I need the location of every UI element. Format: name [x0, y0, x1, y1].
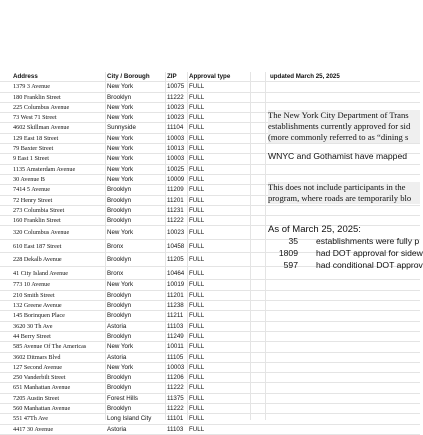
cell-zip[interactable]: 10003 — [167, 363, 185, 371]
cell-borough[interactable]: Brooklyn — [107, 291, 132, 299]
cell-zip[interactable]: 10458 — [167, 242, 185, 250]
cell-zip[interactable]: 11101 — [167, 415, 184, 423]
cell-approval-type[interactable]: FULL — [189, 256, 205, 264]
table-row — [0, 394, 420, 404]
cell-approval-type[interactable]: FULL — [189, 425, 205, 433]
table-row — [0, 165, 420, 175]
cell-approval-type[interactable]: FULL — [189, 374, 205, 382]
cell-approval-type[interactable]: FULL — [189, 405, 205, 413]
cell-address[interactable]: 79 Baxter Street — [13, 145, 54, 153]
table-row — [0, 404, 420, 414]
summary-label: had DOT approval for sidew — [316, 248, 423, 258]
cell-address[interactable]: 273 Columbia Street — [13, 206, 65, 214]
table-row — [0, 93, 420, 103]
cell-zip[interactable]: 11206 — [167, 374, 184, 382]
cell-zip[interactable]: 10023 — [167, 229, 185, 237]
cell-address[interactable]: 180 Franklin Street — [13, 93, 61, 101]
table-row — [0, 414, 420, 424]
cell-borough[interactable]: Brooklyn — [107, 186, 132, 194]
cell-borough[interactable]: Brooklyn — [107, 405, 132, 413]
cell-borough[interactable]: Brooklyn — [107, 332, 132, 340]
table-row — [0, 311, 420, 321]
cell-address[interactable]: 72 Henry Street — [13, 196, 53, 204]
exclusion-line[interactable]: This does not include participants in the — [268, 182, 406, 192]
table-row — [0, 363, 420, 373]
cell-zip[interactable]: 11375 — [167, 394, 184, 402]
cell-zip[interactable]: 11209 — [167, 186, 184, 194]
table-row — [0, 342, 420, 352]
cell-address[interactable]: 127 Second Avenue — [13, 363, 63, 371]
table-row — [0, 206, 420, 216]
cell-address[interactable]: 73 West 71 Street — [13, 114, 57, 122]
header-approval-type[interactable]: Approval type — [189, 73, 231, 80]
cell-zip[interactable]: 11201 — [167, 291, 184, 299]
cell-zip[interactable]: 11222 — [167, 384, 184, 392]
cell-address[interactable]: 4417 30 Avenue — [13, 425, 54, 433]
cell-zip[interactable]: 10003 — [167, 155, 185, 163]
cell-approval-type[interactable]: FULL — [189, 291, 205, 299]
cell-zip[interactable]: 11104 — [167, 124, 184, 132]
cell-address[interactable]: 3620 30 Th Ave — [13, 322, 53, 330]
cell-borough[interactable]: Brooklyn — [107, 312, 132, 320]
header-zip[interactable]: ZIP — [167, 73, 177, 80]
summary-label: establishments were fully p — [316, 236, 420, 246]
cell-approval-type[interactable]: FULL — [189, 229, 205, 237]
cell-borough[interactable]: New York — [107, 145, 134, 153]
cell-borough[interactable]: New York — [107, 114, 134, 122]
cell-approval-type[interactable]: FULL — [189, 83, 205, 91]
summary-row[interactable] — [268, 260, 423, 271]
cell-borough[interactable]: Forest Hills — [107, 394, 138, 402]
summary-count: 1809 — [278, 248, 298, 258]
cell-approval-type[interactable]: FULL — [189, 269, 205, 277]
summary-title[interactable]: As of March 25, 2025: — [268, 224, 361, 235]
cell-zip[interactable]: 11249 — [167, 332, 184, 340]
table-row — [0, 301, 420, 311]
cell-zip[interactable]: 10019 — [167, 281, 185, 289]
table-header-row — [0, 72, 420, 82]
cell-borough[interactable]: New York — [107, 281, 134, 289]
table-row — [0, 82, 420, 92]
cell-address[interactable]: 610 East 187 Street — [13, 242, 62, 250]
cell-approval-type[interactable]: FULL — [189, 343, 205, 351]
cell-zip[interactable]: 11238 — [167, 302, 184, 310]
cell-borough[interactable]: Brooklyn — [107, 196, 132, 204]
cell-zip[interactable]: 11231 — [167, 206, 184, 214]
summary-row[interactable] — [268, 248, 423, 259]
header-address[interactable]: Address — [13, 73, 38, 80]
cell-zip[interactable]: 11201 — [167, 196, 184, 204]
cell-approval-type[interactable]: FULL — [189, 93, 205, 101]
header-borough[interactable]: City / Borough — [107, 73, 150, 80]
cell-borough[interactable]: Brooklyn — [107, 217, 132, 225]
cell-address[interactable]: 145 Borinquen Place — [13, 312, 65, 320]
cell-address[interactable]: 225 Columbus Avenue — [13, 103, 70, 111]
cell-borough[interactable]: Astoria — [107, 322, 127, 330]
description-line[interactable]: establishments currently approved for sid — [268, 121, 411, 131]
cell-address[interactable]: 773 10 Avenue — [13, 281, 51, 289]
cell-address[interactable]: 44 Berry Street — [13, 332, 51, 340]
cell-address[interactable]: 651 Manhattan Avenue — [13, 384, 71, 392]
cell-address[interactable]: 320 Columbus Avenue — [13, 229, 70, 237]
cell-approval-type[interactable]: FULL — [189, 394, 205, 402]
cell-approval-type[interactable]: FULL — [189, 415, 205, 423]
cell-borough[interactable]: New York — [107, 343, 134, 351]
cell-borough[interactable]: Astoria — [107, 353, 127, 361]
cell-zip[interactable]: 11103 — [167, 322, 184, 330]
cell-address[interactable]: 250 Vanderbilt Street — [13, 374, 66, 382]
cell-zip[interactable]: 10011 — [167, 343, 184, 351]
cell-borough[interactable]: Bronx — [107, 269, 124, 277]
cell-borough[interactable]: New York — [107, 229, 134, 237]
cell-borough[interactable]: Long Island City — [107, 415, 152, 423]
cell-approval-type[interactable]: FULL — [189, 302, 205, 310]
cell-approval-type[interactable]: FULL — [189, 186, 205, 194]
table-row — [0, 373, 420, 383]
cell-zip[interactable]: 11205 — [167, 256, 184, 264]
updated-date[interactable]: updated March 25, 2025 — [270, 73, 340, 80]
description-line[interactable]: (more commonly referred to as “dining s — [268, 132, 409, 142]
cell-zip[interactable]: 10023 — [167, 103, 185, 111]
cell-zip[interactable]: 10003 — [167, 134, 185, 142]
cell-address[interactable]: 160 Franklin Street — [13, 217, 61, 225]
cell-borough[interactable]: New York — [107, 363, 134, 371]
cell-approval-type[interactable]: FULL — [189, 363, 205, 371]
cell-address[interactable]: 4602 Skillman Avenue — [13, 124, 70, 132]
cell-borough[interactable]: Brooklyn — [107, 93, 132, 101]
summary-row[interactable] — [268, 236, 420, 247]
cell-address[interactable]: 7205 Austin Street — [13, 394, 60, 402]
cell-address[interactable]: 1135 Amsterdam Avenue — [13, 165, 76, 173]
table-row — [0, 383, 420, 393]
cell-approval-type[interactable]: FULL — [189, 206, 205, 214]
table-row — [0, 322, 420, 332]
table-row — [0, 291, 420, 301]
cell-zip[interactable]: 11105 — [167, 353, 184, 361]
cell-approval-type[interactable]: FULL — [189, 103, 205, 111]
cell-address[interactable]: 228 Dekalb Avenue — [13, 256, 62, 264]
cell-borough[interactable]: Brooklyn — [107, 256, 132, 264]
cell-address[interactable]: 30 Avenue B — [13, 175, 45, 183]
cell-zip[interactable]: 10025 — [167, 165, 185, 173]
cell-zip[interactable]: 10075 — [167, 83, 185, 91]
table-row — [0, 425, 420, 435]
cell-approval-type[interactable]: FULL — [189, 217, 205, 225]
cell-zip[interactable]: 10464 — [167, 269, 185, 277]
cell-approval-type[interactable]: FULL — [189, 242, 205, 250]
cell-zip[interactable]: 11222 — [167, 93, 184, 101]
cell-address[interactable]: 210 Smith Street — [13, 291, 55, 299]
cell-borough[interactable]: Bronx — [107, 242, 124, 250]
cell-zip[interactable]: 10009 — [167, 175, 185, 183]
cell-approval-type[interactable]: FULL — [189, 384, 205, 392]
cell-zip[interactable]: 11222 — [167, 405, 184, 413]
cell-address[interactable]: 132 Greene Avenue — [13, 302, 62, 310]
cell-borough[interactable]: New York — [107, 155, 134, 163]
cell-address[interactable]: 551 47Th Ave — [13, 415, 48, 423]
cell-zip[interactable]: 10023 — [167, 114, 185, 122]
summary-count: 35 — [288, 236, 298, 246]
description-line[interactable]: The New York City Department of Trans — [268, 110, 409, 120]
cell-approval-type[interactable]: FULL — [189, 114, 205, 122]
table-row — [0, 353, 420, 363]
cell-zip[interactable]: 10013 — [167, 145, 185, 153]
cell-approval-type[interactable]: FULL — [189, 134, 205, 142]
cell-borough[interactable]: Sunnyside — [107, 124, 136, 132]
cell-borough[interactable]: New York — [107, 175, 134, 183]
table-row — [0, 280, 420, 290]
cell-borough[interactable]: New York — [107, 134, 134, 142]
cell-approval-type[interactable]: FULL — [189, 332, 205, 340]
cell-address[interactable]: 560 Manhattan Avenue — [13, 405, 71, 413]
cell-borough[interactable]: Brooklyn — [107, 206, 132, 214]
cell-zip[interactable]: 11222 — [167, 217, 184, 225]
cell-address[interactable]: 3602 Ditmars Blvd — [13, 353, 61, 361]
table-row — [0, 332, 420, 342]
credit-line[interactable]: WNYC and Gothamist have mapped — [268, 151, 407, 161]
cell-borough[interactable]: Brooklyn — [107, 374, 132, 382]
cell-address[interactable]: 585 Avenue Of The Americas — [13, 343, 87, 351]
cell-approval-type[interactable]: FULL — [189, 353, 205, 361]
cell-address[interactable]: 7414 5 Avenue — [13, 186, 51, 194]
cell-approval-type[interactable]: FULL — [189, 196, 205, 204]
summary-label: had conditional DOT approv — [316, 260, 423, 270]
cell-approval-type[interactable]: FULL — [189, 124, 205, 132]
cell-address[interactable]: 1379 3 Avenue — [13, 83, 51, 91]
cell-borough[interactable]: Brooklyn — [107, 302, 132, 310]
cell-zip[interactable]: 11103 — [167, 425, 184, 433]
cell-address[interactable]: 9 East 1 Street — [13, 155, 49, 163]
cell-borough[interactable]: New York — [107, 165, 134, 173]
cell-approval-type[interactable]: FULL — [189, 175, 205, 183]
summary-count: 597 — [283, 260, 298, 270]
cell-address[interactable]: 41 City Island Avenue — [13, 269, 69, 277]
cell-borough[interactable]: Brooklyn — [107, 384, 132, 392]
cell-approval-type[interactable]: FULL — [189, 145, 205, 153]
cell-approval-type[interactable]: FULL — [189, 312, 205, 320]
cell-borough[interactable]: New York — [107, 103, 134, 111]
cell-approval-type[interactable]: FULL — [189, 165, 205, 173]
exclusion-line[interactable]: program, where roads are temporarily blo — [268, 193, 412, 203]
cell-zip[interactable]: 11211 — [167, 312, 184, 320]
cell-borough[interactable]: New York — [107, 83, 134, 91]
cell-address[interactable]: 129 East 18 Street — [13, 134, 59, 142]
cell-approval-type[interactable]: FULL — [189, 155, 205, 163]
cell-borough[interactable]: Astoria — [107, 425, 127, 433]
cell-approval-type[interactable]: FULL — [189, 322, 205, 330]
cell-approval-type[interactable]: FULL — [189, 281, 205, 289]
